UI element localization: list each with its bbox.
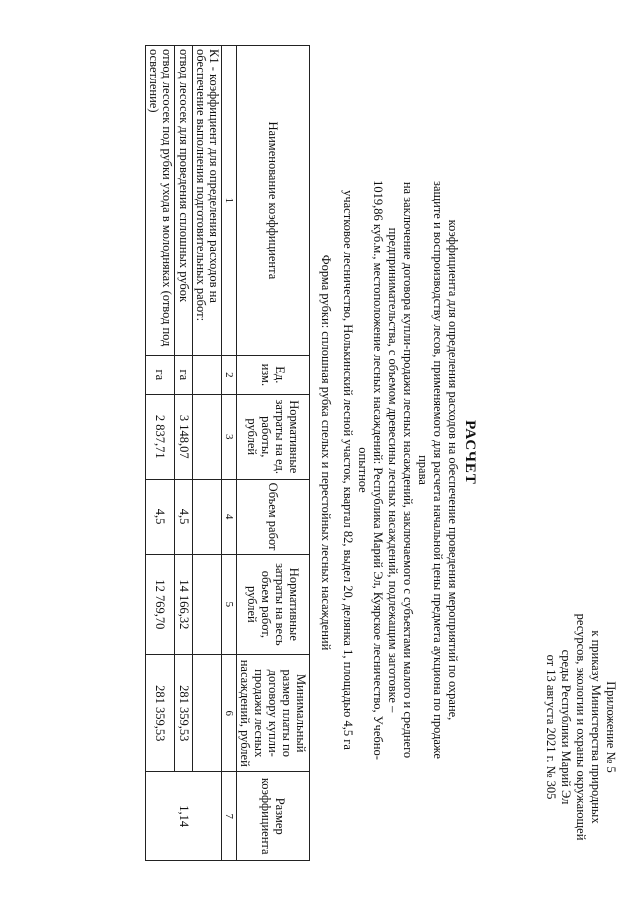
row-cost-total: 12 769,70 bbox=[146, 554, 175, 654]
subtitle-line: 1019,86 куб.м., местоположение лесных насаждений: Республика Марий Эл, Куярское лесничество, Учебно-опытное bbox=[356, 180, 385, 760]
row-unit: га bbox=[175, 355, 193, 394]
appendix-header bbox=[543, 597, 618, 857]
document-subtitle bbox=[340, 170, 460, 770]
empty-cell bbox=[193, 655, 222, 772]
column-number: 2 bbox=[222, 355, 237, 394]
row-name: отвод лесосек для проведения сплошных рубок bbox=[175, 46, 193, 356]
subtitle-line: защите и воспроизводству лесов, применяемого для расчета начальной цены предмета аукциона по продаже права bbox=[416, 181, 445, 759]
column-number: 7 bbox=[222, 772, 237, 861]
table-row bbox=[146, 46, 175, 861]
header-unit: Ед. изм. bbox=[237, 355, 310, 394]
appendix-line: Приложение № 5 bbox=[604, 681, 618, 773]
appendix-line: к приказу Министерства природных bbox=[589, 630, 603, 824]
row-min-payment: 281 359,53 bbox=[175, 655, 193, 772]
k1-row bbox=[193, 46, 222, 861]
row-name: отвод лесосек под рубки ухода в молодняках (отвод под осветление) bbox=[146, 46, 175, 356]
subtitle-line: предпринимательства, с объемом древесины лесных насаждений, подлежащим заготовке – bbox=[386, 227, 400, 713]
row-cost-unit: 3 148,07 bbox=[175, 394, 193, 479]
empty-cell bbox=[193, 554, 222, 654]
felling-form-line: Форма рубки: сплошная рубка спелых и перестойных лесных насаждений bbox=[319, 254, 333, 651]
appendix-line: ресурсов, экологии и охраны окружающей bbox=[574, 613, 588, 841]
header-cost-unit: Нормативные затраты на ед. работы, рублей bbox=[237, 394, 310, 479]
table-row bbox=[175, 46, 193, 861]
empty-cell bbox=[193, 355, 222, 394]
row-cost-total: 14 166,32 bbox=[175, 554, 193, 654]
header-min-payment: Минимальный размер платы по договору купли-продажи лесных насаждений, рублей bbox=[237, 655, 310, 772]
row-cost-unit: 2 837,71 bbox=[146, 394, 175, 479]
coefficient-table bbox=[145, 45, 310, 861]
header-cost-total: Нормативные затраты на весь объем работ, рублей bbox=[237, 554, 310, 654]
header-volume: Объем работ bbox=[237, 479, 310, 554]
row-min-payment: 281 359,53 bbox=[146, 655, 175, 772]
header-coefficient: Размер коэффициента bbox=[237, 772, 310, 861]
document-title: РАСЧЕТ bbox=[462, 420, 478, 485]
empty-cell bbox=[193, 479, 222, 554]
column-number: 6 bbox=[222, 655, 237, 772]
row-volume: 4,5 bbox=[146, 479, 175, 554]
subtitle-line: на заключение договора купли-продажи лесных насаждений, заключаемого с субъектами малого и среднего bbox=[401, 181, 415, 759]
header-name: Наименование коэффициента bbox=[237, 46, 310, 356]
k1-value: 1,14 bbox=[146, 772, 222, 861]
column-number: 5 bbox=[222, 554, 237, 654]
column-number-row bbox=[222, 46, 237, 861]
empty-cell bbox=[193, 394, 222, 479]
subtitle-line: коэффициента для определения расходов на обеспечение проведения мероприятий по охране, bbox=[446, 219, 460, 721]
appendix-line: от 13 августа 2021 г. № 305 bbox=[544, 654, 558, 800]
k1-label: К1 - коэффициент для определения расходов на обеспечение выполнения подготовительных работ: bbox=[193, 46, 222, 356]
column-number: 4 bbox=[222, 479, 237, 554]
appendix-line: среды Республики Марий Эл bbox=[559, 649, 573, 805]
table-header-row bbox=[237, 46, 310, 861]
column-number: 1 bbox=[222, 46, 237, 356]
row-unit: га bbox=[146, 355, 175, 394]
row-volume: 4,5 bbox=[175, 479, 193, 554]
subtitle-line: участковое лесничество, Нолькинский лесной участок, квартал 82, выдел 20, делянка 1, площадью 4,5 га bbox=[341, 190, 355, 750]
column-number: 3 bbox=[222, 394, 237, 479]
